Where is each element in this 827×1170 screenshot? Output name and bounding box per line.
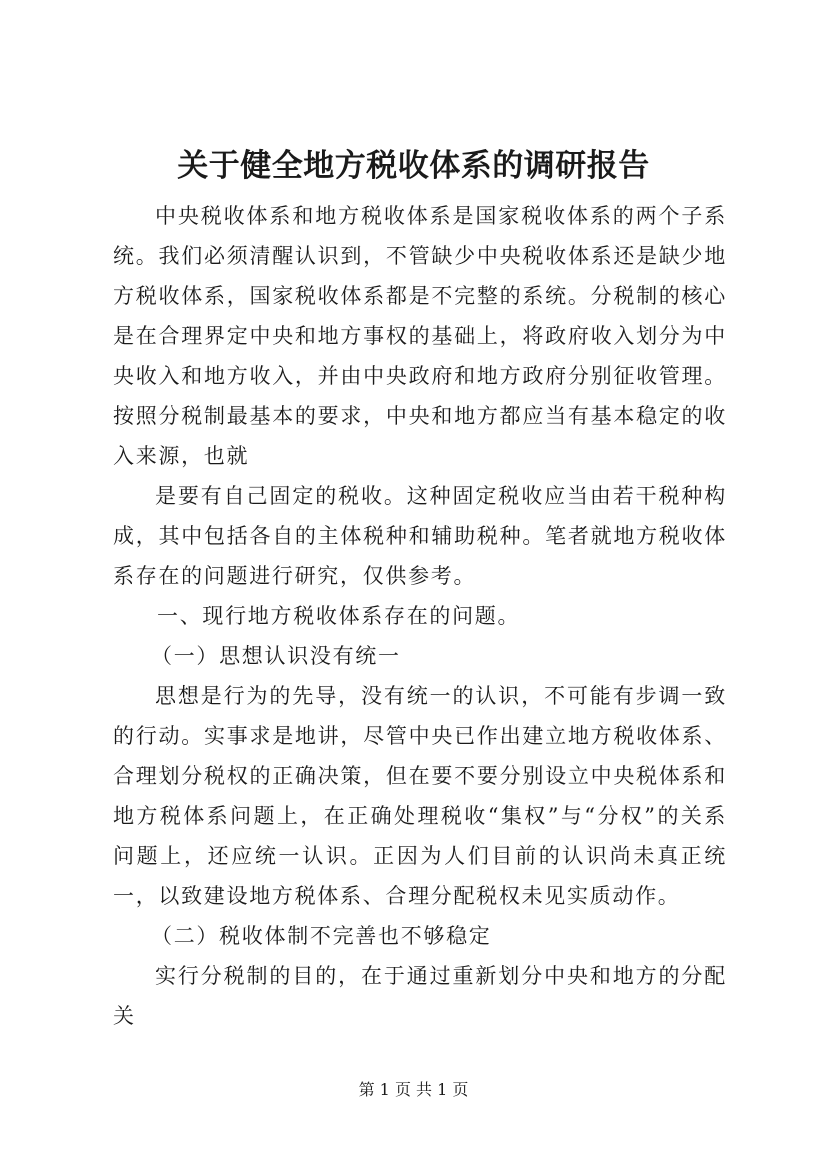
subsection-heading: （一）思想认识没有统一 — [151, 644, 401, 668]
paragraph: 中央税收体系和地方税收体系是国家税收体系的两个子系统。我们必须清醒认识到，不管缺少中央税收体系还是缺少地方税收体系，国家税收体系都是不完整的系统。分税制的核心是在合理界定中央和地方事权的基础上，将政府收入划分为中央收入和地方收入，并由中央政府和地方政府分别征收管理。按照分税制最基本的要求，中央和地方都应当有基本稳定的收入来源，也就 — [113, 204, 727, 468]
section-heading: 一、现行地方税收体系存在的问题。 — [157, 604, 521, 628]
document-title: 关于健全地方税收体系的调研报告 — [177, 148, 650, 184]
paragraph: 思想是行为的先导，没有统一的认识，不可能有步调一致的行动。实事求是地讲，尽管中央已作出建立地方税收体系、合理划分税权的正确决策，但在要不要分别设立中央税体系和地方税体系问题上，在正确处理税收“集权”与“分权”的关系问题上，还应统一认识。正因为人们目前的认识尚未真正统一，以致建设地方税体系、合理分配税权未见实质动作。 — [113, 684, 727, 908]
paragraph: 是要有自己固定的税收。这种固定税收应当由若干税种构成，其中包括各自的主体税种和辅助税种。笔者就地方税收体系存在的问题进行研究，仅供参考。 — [113, 484, 727, 588]
subsection-heading: （二）税收体制不完善也不够稳定 — [151, 924, 492, 948]
paragraph: 实行分税制的目的，在于通过重新划分中央和地方的分配关 — [113, 964, 727, 1028]
document-body — [113, 196, 727, 1036]
page-number-footer: 第 1 页 共 1 页 — [358, 1080, 469, 1099]
